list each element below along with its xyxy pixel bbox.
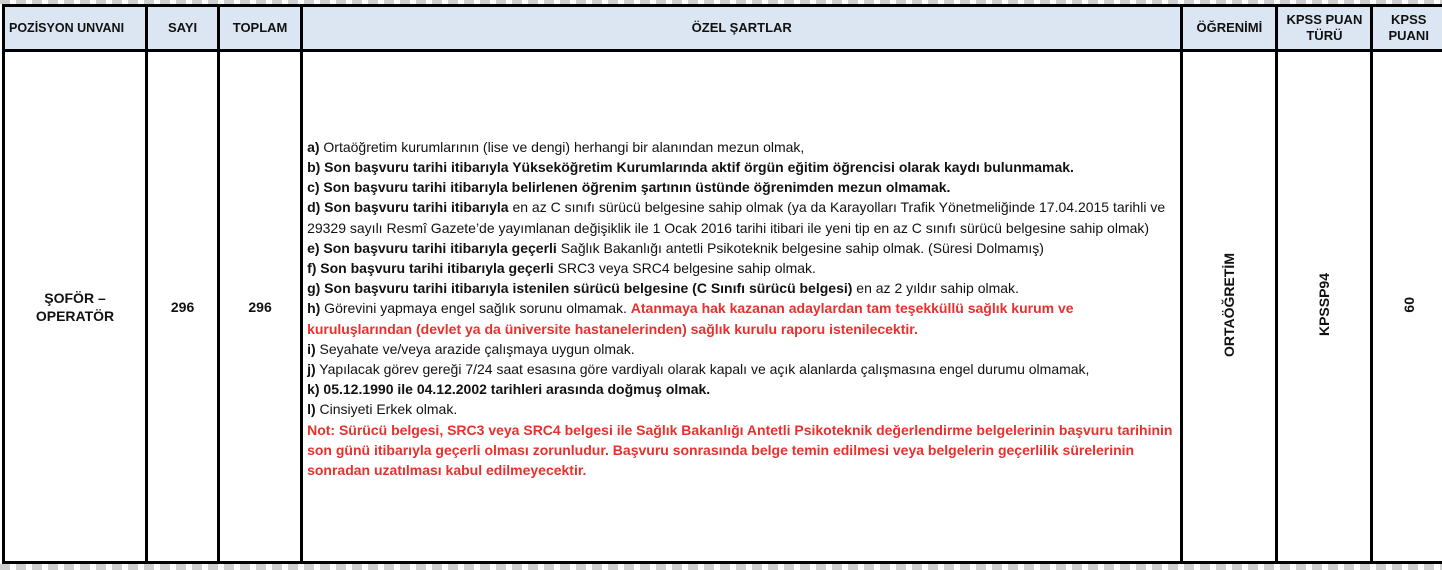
header-education: ÖĞRENİMİ (1182, 6, 1277, 51)
cell-education (1182, 51, 1277, 563)
requirement-j: j) Yapılacak görev gereği 7/24 saat esasına göre vardiyalı olarak kapalı ve açık alanlarda çalışmasına engel durumu olmamak, (307, 361, 1090, 377)
table-row (4, 51, 1442, 563)
requirement-c: c) Son başvuru tarihi itibarıyla belirlenen öğrenim şartının üstünde öğrenimden mezun olmamak. (307, 179, 951, 196)
header-row (4, 6, 1442, 51)
cell-position-title (4, 51, 147, 563)
requirement-b: b) Son başvuru tarihi itibarıyla Yükseköğretim Kurumlarında aktif örgün eğitim öğrencisi olarak kaydı bulunmamak. (307, 158, 1074, 175)
cell-kpss-score-type (1277, 51, 1372, 563)
requirement-a: a) Ortaöğretim kurumlarının (lise ve dengi) herhangi bir alanından mezun olmak, (307, 138, 805, 155)
header-kpss-score-type (1277, 6, 1372, 51)
job-requirements-table (2, 4, 1442, 564)
requirement-f: f) Son başvuru tarihi itibarıyla geçerli SRC3 veya SRC4 belgesine sahip olmak. (307, 259, 816, 276)
cell-kpss-score (1372, 51, 1442, 563)
requirement-g: g) Son başvuru tarihi itibarıyla istenilen sürücü belgesine (C Sınıfı sürücü belgesi) en az 2 yıldır sahip olmak. (307, 280, 1019, 297)
kpss-score-value: 60 (1400, 297, 1417, 313)
header-special-requirements: ÖZEL ŞARTLAR (302, 6, 1182, 51)
position-title-line2: OPERATÖR (35, 307, 115, 324)
header-total: TOPLAM (219, 6, 302, 51)
header-kpss-score-line2: PUANI (1388, 28, 1429, 43)
position-title-line1: ŞOFÖR – (44, 289, 106, 306)
header-kpss-type-line1: KPSS PUAN (1286, 12, 1363, 27)
cell-special-requirements (302, 51, 1182, 563)
header-kpss-score-line1: KPSS (1391, 12, 1427, 27)
requirement-e: e) Son başvuru tarihi itibarıyla geçerli Sağlık Bakanlığı antetli Psikoteknik belgesine sahip olmak. (Süresi Dolmamış) (307, 239, 1044, 256)
header-position-title: POZİSYON UNVANI (4, 6, 147, 51)
header-kpss-type-line2: TÜRÜ (1306, 28, 1343, 43)
requirement-d: d) Son başvuru tarihi itibarıyla en az C sınıfı sürücü belgesine sahip olmak (ya da Karayolları Trafik Yönetmeliğinde 17.04.2015 tarihli ve 29329 sayılı Resmî Gazete’de yayımlanan değişiklik ile 1 Ocak 2016 tarihi itibari ile yeni tip en az C sınıfı sürücü belgesine sahip olmak) (307, 199, 1166, 236)
cell-total: 296 (219, 51, 302, 563)
header-kpss-score (1372, 6, 1442, 51)
education-value: ORTAÖĞRETİM (1221, 253, 1238, 357)
kpss-type-value: KPSSP94 (1316, 273, 1333, 337)
header-count: SAYI (147, 6, 219, 51)
health-report-notice: Atanmaya hak kazanan adaylardan tam teşekküllü sağlık kurum ve kuruluşlarından (devlet ya da üniversite hastanelerinden) sağlık kurulu raporu istenilecektir. (307, 300, 1074, 337)
requirement-i: i) Seyahate ve/veya arazide çalışmaya uygun olmak. (307, 340, 635, 357)
cell-count: 296 (147, 51, 219, 563)
page-break-dashes (0, 564, 1442, 570)
requirement-k: k) 05.12.1990 ile 04.12.2002 tarihleri arasında doğmuş olmak. (307, 381, 711, 398)
requirement-l: l) Cinsiyeti Erkek olmak. (307, 401, 458, 418)
requirement-h: h) Görevini yapmaya engel sağlık sorunu olmamak. Atanmaya hak kazanan adaylardan tam teşekküllü sağlık kurum ve kuruluşlarından (devlet ya da üniversite hastanelerinden) sağlık kurulu raporu istenilecektir. (307, 300, 1074, 337)
document-validity-note: Not: Sürücü belgesi, SRC3 veya SRC4 belgesi ile Sağlık Bakanlığı Antetli Psikoteknik değerlendirme belgelerinin başvuru tarihinin son günü itibarıyla geçerli olması zorunludur. Başvuru sonrasında belge temin edilmesi veya belgelerin geçerlilik sürelerinin sonradan uzatılması kabul edilmeyecektir. (307, 421, 1173, 479)
